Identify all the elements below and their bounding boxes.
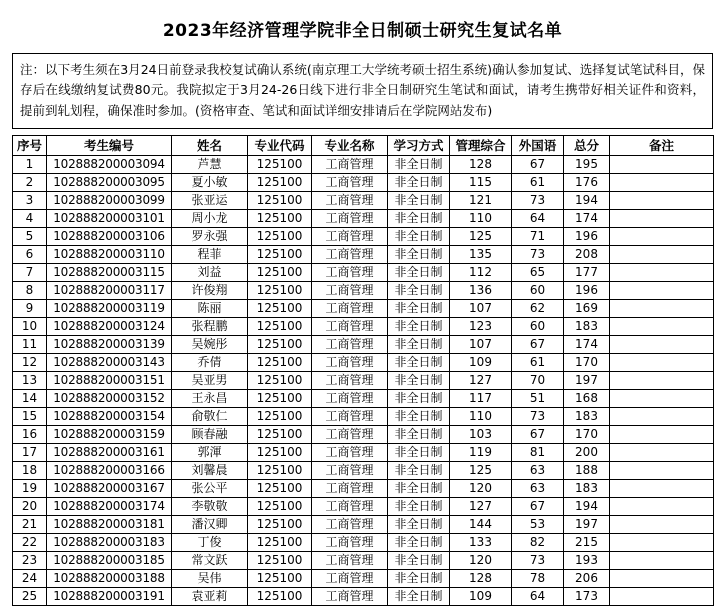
table-cell: 196	[564, 227, 610, 245]
table-cell	[610, 443, 714, 461]
table-row	[13, 443, 714, 461]
table-cell: 117	[450, 389, 512, 407]
table-row	[13, 209, 714, 227]
table-row	[13, 299, 714, 317]
table-cell: 208	[564, 245, 610, 263]
table-cell: 102888200003152	[47, 389, 172, 407]
table-cell: 196	[564, 281, 610, 299]
table-cell: 102888200003095	[47, 173, 172, 191]
table-row	[13, 515, 714, 533]
table-cell: 127	[450, 371, 512, 389]
table-cell: 工商管理	[312, 191, 388, 209]
table-cell: 188	[564, 461, 610, 479]
table-cell: 102888200003191	[47, 587, 172, 605]
table-cell: 刘馨晨	[172, 461, 248, 479]
table-cell: 102888200003143	[47, 353, 172, 371]
table-cell: 张公平	[172, 479, 248, 497]
column-header-major-name: 专业名称	[312, 135, 388, 155]
table-cell: 60	[512, 317, 564, 335]
table-cell: 工商管理	[312, 209, 388, 227]
table-cell: 67	[512, 155, 564, 173]
table-cell: 102888200003167	[47, 479, 172, 497]
table-cell: 197	[564, 371, 610, 389]
column-header-index: 序号	[13, 135, 47, 155]
table-cell: 工商管理	[312, 461, 388, 479]
table-cell: 非全日制	[388, 407, 450, 425]
table-cell: 12	[13, 353, 47, 371]
table-row	[13, 155, 714, 173]
table-cell: 非全日制	[388, 281, 450, 299]
table-cell: 125100	[248, 173, 312, 191]
table-cell: 1	[13, 155, 47, 173]
table-cell: 陈丽	[172, 299, 248, 317]
table-cell: 4	[13, 209, 47, 227]
table-cell: 125	[450, 461, 512, 479]
table-cell: 李敬敬	[172, 497, 248, 515]
table-cell: 67	[512, 335, 564, 353]
table-cell: 63	[512, 461, 564, 479]
table-cell: 102888200003094	[47, 155, 172, 173]
table-cell	[610, 407, 714, 425]
table-cell: 125100	[248, 227, 312, 245]
table-cell: 非全日制	[388, 209, 450, 227]
table-cell: 17	[13, 443, 47, 461]
table-cell: 73	[512, 191, 564, 209]
table-row	[13, 533, 714, 551]
table-cell: 102888200003174	[47, 497, 172, 515]
table-cell	[610, 317, 714, 335]
table-cell: 刘益	[172, 263, 248, 281]
table-cell: 非全日制	[388, 569, 450, 587]
table-cell: 107	[450, 335, 512, 353]
table-cell: 工商管理	[312, 299, 388, 317]
table-cell: 工商管理	[312, 227, 388, 245]
table-cell: 工商管理	[312, 515, 388, 533]
table-cell: 176	[564, 173, 610, 191]
table-cell: 109	[450, 353, 512, 371]
table-cell: 102888200003117	[47, 281, 172, 299]
table-cell: 125	[450, 227, 512, 245]
table-cell: 125100	[248, 425, 312, 443]
table-cell: 张亚运	[172, 191, 248, 209]
table-cell: 125100	[248, 299, 312, 317]
table-cell	[610, 155, 714, 173]
table-cell: 125100	[248, 443, 312, 461]
table-row	[13, 281, 714, 299]
table-cell: 工商管理	[312, 425, 388, 443]
table-cell: 张程鹏	[172, 317, 248, 335]
table-row	[13, 425, 714, 443]
table-cell: 125100	[248, 209, 312, 227]
table-cell: 127	[450, 497, 512, 515]
table-cell: 工商管理	[312, 587, 388, 605]
table-cell: 125100	[248, 569, 312, 587]
table-cell: 9	[13, 299, 47, 317]
table-cell: 102888200003181	[47, 515, 172, 533]
table-cell: 18	[13, 461, 47, 479]
table-cell: 67	[512, 497, 564, 515]
table-cell: 125100	[248, 335, 312, 353]
table-row	[13, 389, 714, 407]
table-cell: 102888200003119	[47, 299, 172, 317]
table-cell: 168	[564, 389, 610, 407]
table-cell: 工商管理	[312, 155, 388, 173]
table-cell: 非全日制	[388, 425, 450, 443]
table-cell: 非全日制	[388, 299, 450, 317]
table-cell	[610, 461, 714, 479]
table-cell: 125100	[248, 461, 312, 479]
table-row	[13, 317, 714, 335]
table-cell: 芦慧	[172, 155, 248, 173]
table-cell: 206	[564, 569, 610, 587]
table-cell: 工商管理	[312, 245, 388, 263]
table-cell: 周小龙	[172, 209, 248, 227]
table-cell: 125100	[248, 389, 312, 407]
table-cell: 工商管理	[312, 479, 388, 497]
table-cell: 非全日制	[388, 497, 450, 515]
table-cell	[610, 299, 714, 317]
table-cell: 非全日制	[388, 461, 450, 479]
table-row	[13, 353, 714, 371]
table-cell	[610, 191, 714, 209]
table-cell: 22	[13, 533, 47, 551]
table-cell: 非全日制	[388, 245, 450, 263]
table-cell: 13	[13, 371, 47, 389]
table-cell: 125100	[248, 587, 312, 605]
table-cell: 吴伟	[172, 569, 248, 587]
table-cell: 119	[450, 443, 512, 461]
table-cell: 非全日制	[388, 587, 450, 605]
table-cell: 王永昌	[172, 389, 248, 407]
table-cell: 102888200003101	[47, 209, 172, 227]
table-cell	[610, 335, 714, 353]
table-cell	[610, 479, 714, 497]
table-row	[13, 407, 714, 425]
table-cell: 62	[512, 299, 564, 317]
table-cell: 215	[564, 533, 610, 551]
table-cell	[610, 389, 714, 407]
table-cell: 吴亚男	[172, 371, 248, 389]
table-cell: 非全日制	[388, 443, 450, 461]
table-cell: 107	[450, 299, 512, 317]
table-row	[13, 371, 714, 389]
table-cell: 128	[450, 569, 512, 587]
notice-box	[12, 53, 713, 129]
table-cell: 78	[512, 569, 564, 587]
table-cell: 工商管理	[312, 371, 388, 389]
table-cell: 非全日制	[388, 227, 450, 245]
table-cell: 102888200003106	[47, 227, 172, 245]
table-cell: 工商管理	[312, 533, 388, 551]
table-cell: 工商管理	[312, 335, 388, 353]
table-cell: 177	[564, 263, 610, 281]
table-cell: 非全日制	[388, 389, 450, 407]
table-cell: 125100	[248, 155, 312, 173]
table-cell: 103	[450, 425, 512, 443]
table-cell: 许俊翔	[172, 281, 248, 299]
table-cell	[610, 551, 714, 569]
table-cell: 110	[450, 407, 512, 425]
table-cell: 173	[564, 587, 610, 605]
table-cell	[610, 371, 714, 389]
table-cell: 136	[450, 281, 512, 299]
table-cell: 吴婉彤	[172, 335, 248, 353]
table-cell: 非全日制	[388, 191, 450, 209]
table-cell: 非全日制	[388, 173, 450, 191]
table-cell: 24	[13, 569, 47, 587]
table-row	[13, 587, 714, 605]
table-cell: 110	[450, 209, 512, 227]
table-cell: 工商管理	[312, 443, 388, 461]
table-cell: 非全日制	[388, 263, 450, 281]
table-cell: 102888200003159	[47, 425, 172, 443]
table-cell: 工商管理	[312, 353, 388, 371]
column-header-major-code: 专业代码	[248, 135, 312, 155]
table-cell: 工商管理	[312, 173, 388, 191]
table-cell: 125100	[248, 371, 312, 389]
table-cell: 16	[13, 425, 47, 443]
table-cell: 70	[512, 371, 564, 389]
table-cell: 125100	[248, 263, 312, 281]
table-cell	[610, 173, 714, 191]
table-cell	[610, 533, 714, 551]
table-cell	[610, 281, 714, 299]
table-cell: 102888200003166	[47, 461, 172, 479]
table-cell: 125100	[248, 407, 312, 425]
table-cell: 工商管理	[312, 317, 388, 335]
table-cell: 非全日制	[388, 317, 450, 335]
table-cell: 144	[450, 515, 512, 533]
table-cell: 14	[13, 389, 47, 407]
table-cell: 125100	[248, 191, 312, 209]
table-cell: 夏小敏	[172, 173, 248, 191]
table-cell: 183	[564, 317, 610, 335]
table-cell	[610, 227, 714, 245]
table-cell: 200	[564, 443, 610, 461]
table-row	[13, 245, 714, 263]
column-header-management-comprehensive: 管理综合	[450, 135, 512, 155]
table-row	[13, 191, 714, 209]
table-cell: 15	[13, 407, 47, 425]
notice-text: 注：以下考生须在3月24日前登录我校复试确认系统(南京理工大学统考硕士招生系统)确认参加复试、选择复试笔试科目，保存后在线缴纳复试费80元。我院拟定于3月24-26日线下进行非全日制研究生笔试和面试，请考生携带好相关证件和资料，提前到轧划程，确保准时参加。(资格审查、笔试和面试详细安排请后在学院网站发布)	[20, 62, 705, 118]
table-cell: 102888200003124	[47, 317, 172, 335]
table-cell: 102888200003110	[47, 245, 172, 263]
table-cell: 133	[450, 533, 512, 551]
table-cell: 193	[564, 551, 610, 569]
table-cell: 21	[13, 515, 47, 533]
table-row	[13, 173, 714, 191]
table-cell: 102888200003151	[47, 371, 172, 389]
table-cell	[610, 209, 714, 227]
table-cell: 工商管理	[312, 497, 388, 515]
table-cell: 65	[512, 263, 564, 281]
table-cell: 工商管理	[312, 407, 388, 425]
table-cell: 125100	[248, 317, 312, 335]
table-cell	[610, 245, 714, 263]
table-cell	[610, 425, 714, 443]
table-cell: 125100	[248, 515, 312, 533]
table-cell: 乔倩	[172, 353, 248, 371]
table-cell: 2	[13, 173, 47, 191]
table-cell: 125100	[248, 533, 312, 551]
table-row	[13, 263, 714, 281]
table-cell	[610, 497, 714, 515]
table-cell: 128	[450, 155, 512, 173]
table-cell: 82	[512, 533, 564, 551]
table-cell: 常文跃	[172, 551, 248, 569]
table-cell: 170	[564, 425, 610, 443]
table-cell: 102888200003115	[47, 263, 172, 281]
table-cell: 64	[512, 587, 564, 605]
table-cell: 工商管理	[312, 569, 388, 587]
table-cell: 67	[512, 425, 564, 443]
table-cell: 顾春融	[172, 425, 248, 443]
table-cell: 俞敬仁	[172, 407, 248, 425]
table-cell: 10	[13, 317, 47, 335]
table-cell: 102888200003154	[47, 407, 172, 425]
table-cell: 非全日制	[388, 155, 450, 173]
column-header-study-mode: 学习方式	[388, 135, 450, 155]
table-cell: 115	[450, 173, 512, 191]
table-cell: 102888200003188	[47, 569, 172, 587]
table-cell: 23	[13, 551, 47, 569]
column-header-total-score: 总分	[564, 135, 610, 155]
table-cell: 112	[450, 263, 512, 281]
table-cell: 125100	[248, 245, 312, 263]
table-cell: 51	[512, 389, 564, 407]
table-cell: 19	[13, 479, 47, 497]
table-cell: 125100	[248, 479, 312, 497]
table-cell: 125100	[248, 497, 312, 515]
table-cell: 169	[564, 299, 610, 317]
table-cell: 工商管理	[312, 551, 388, 569]
table-cell: 125100	[248, 353, 312, 371]
table-cell	[610, 587, 714, 605]
table-cell: 174	[564, 335, 610, 353]
table-cell: 53	[512, 515, 564, 533]
column-header-foreign-language: 外国语	[512, 135, 564, 155]
table-cell: 袁亚莉	[172, 587, 248, 605]
table-cell: 20	[13, 497, 47, 515]
table-cell: 非全日制	[388, 371, 450, 389]
table-header-row	[13, 135, 714, 155]
table-cell: 丁俊	[172, 533, 248, 551]
table-cell: 非全日制	[388, 353, 450, 371]
table-cell: 71	[512, 227, 564, 245]
table-cell: 25	[13, 587, 47, 605]
table-cell: 潘汉卿	[172, 515, 248, 533]
admission-list-table	[12, 135, 714, 606]
table-row	[13, 335, 714, 353]
table-cell: 174	[564, 209, 610, 227]
table-row	[13, 461, 714, 479]
table-cell: 郭渾	[172, 443, 248, 461]
table-row	[13, 551, 714, 569]
table-cell: 194	[564, 497, 610, 515]
table-cell: 工商管理	[312, 263, 388, 281]
table-cell: 73	[512, 551, 564, 569]
table-cell: 123	[450, 317, 512, 335]
table-cell: 61	[512, 173, 564, 191]
table-cell: 73	[512, 407, 564, 425]
table-cell: 61	[512, 353, 564, 371]
table-cell: 183	[564, 479, 610, 497]
table-cell: 工商管理	[312, 389, 388, 407]
table-cell: 183	[564, 407, 610, 425]
table-cell: 程菲	[172, 245, 248, 263]
table-cell: 195	[564, 155, 610, 173]
table-cell: 罗永强	[172, 227, 248, 245]
table-cell	[610, 353, 714, 371]
table-cell: 非全日制	[388, 533, 450, 551]
table-cell: 5	[13, 227, 47, 245]
table-cell	[610, 263, 714, 281]
table-cell: 120	[450, 479, 512, 497]
table-cell: 170	[564, 353, 610, 371]
table-cell: 102888200003161	[47, 443, 172, 461]
table-cell: 73	[512, 245, 564, 263]
table-cell: 121	[450, 191, 512, 209]
table-cell: 109	[450, 587, 512, 605]
column-header-candidate-id: 考生编号	[47, 135, 172, 155]
page-title: 2023年经济管理学院非全日制硕士研究生复试名单	[162, 21, 563, 41]
table-cell: 102888200003139	[47, 335, 172, 353]
table-cell: 125100	[248, 551, 312, 569]
column-header-name: 姓名	[172, 135, 248, 155]
table-cell: 197	[564, 515, 610, 533]
table-cell: 120	[450, 551, 512, 569]
table-cell: 非全日制	[388, 551, 450, 569]
table-cell: 非全日制	[388, 335, 450, 353]
table-cell: 非全日制	[388, 479, 450, 497]
table-cell: 7	[13, 263, 47, 281]
table-cell: 194	[564, 191, 610, 209]
table-cell	[610, 515, 714, 533]
table-cell: 102888200003185	[47, 551, 172, 569]
table-row	[13, 479, 714, 497]
table-cell: 64	[512, 209, 564, 227]
table-cell: 63	[512, 479, 564, 497]
table-cell: 8	[13, 281, 47, 299]
table-cell: 工商管理	[312, 281, 388, 299]
table-cell: 11	[13, 335, 47, 353]
table-cell: 81	[512, 443, 564, 461]
table-cell: 60	[512, 281, 564, 299]
table-cell: 非全日制	[388, 515, 450, 533]
table-cell: 135	[450, 245, 512, 263]
table-row	[13, 227, 714, 245]
table-cell: 6	[13, 245, 47, 263]
table-cell: 3	[13, 191, 47, 209]
table-cell: 102888200003099	[47, 191, 172, 209]
table-row	[13, 497, 714, 515]
column-header-remark: 备注	[610, 135, 714, 155]
table-cell: 102888200003183	[47, 533, 172, 551]
table-cell: 125100	[248, 281, 312, 299]
